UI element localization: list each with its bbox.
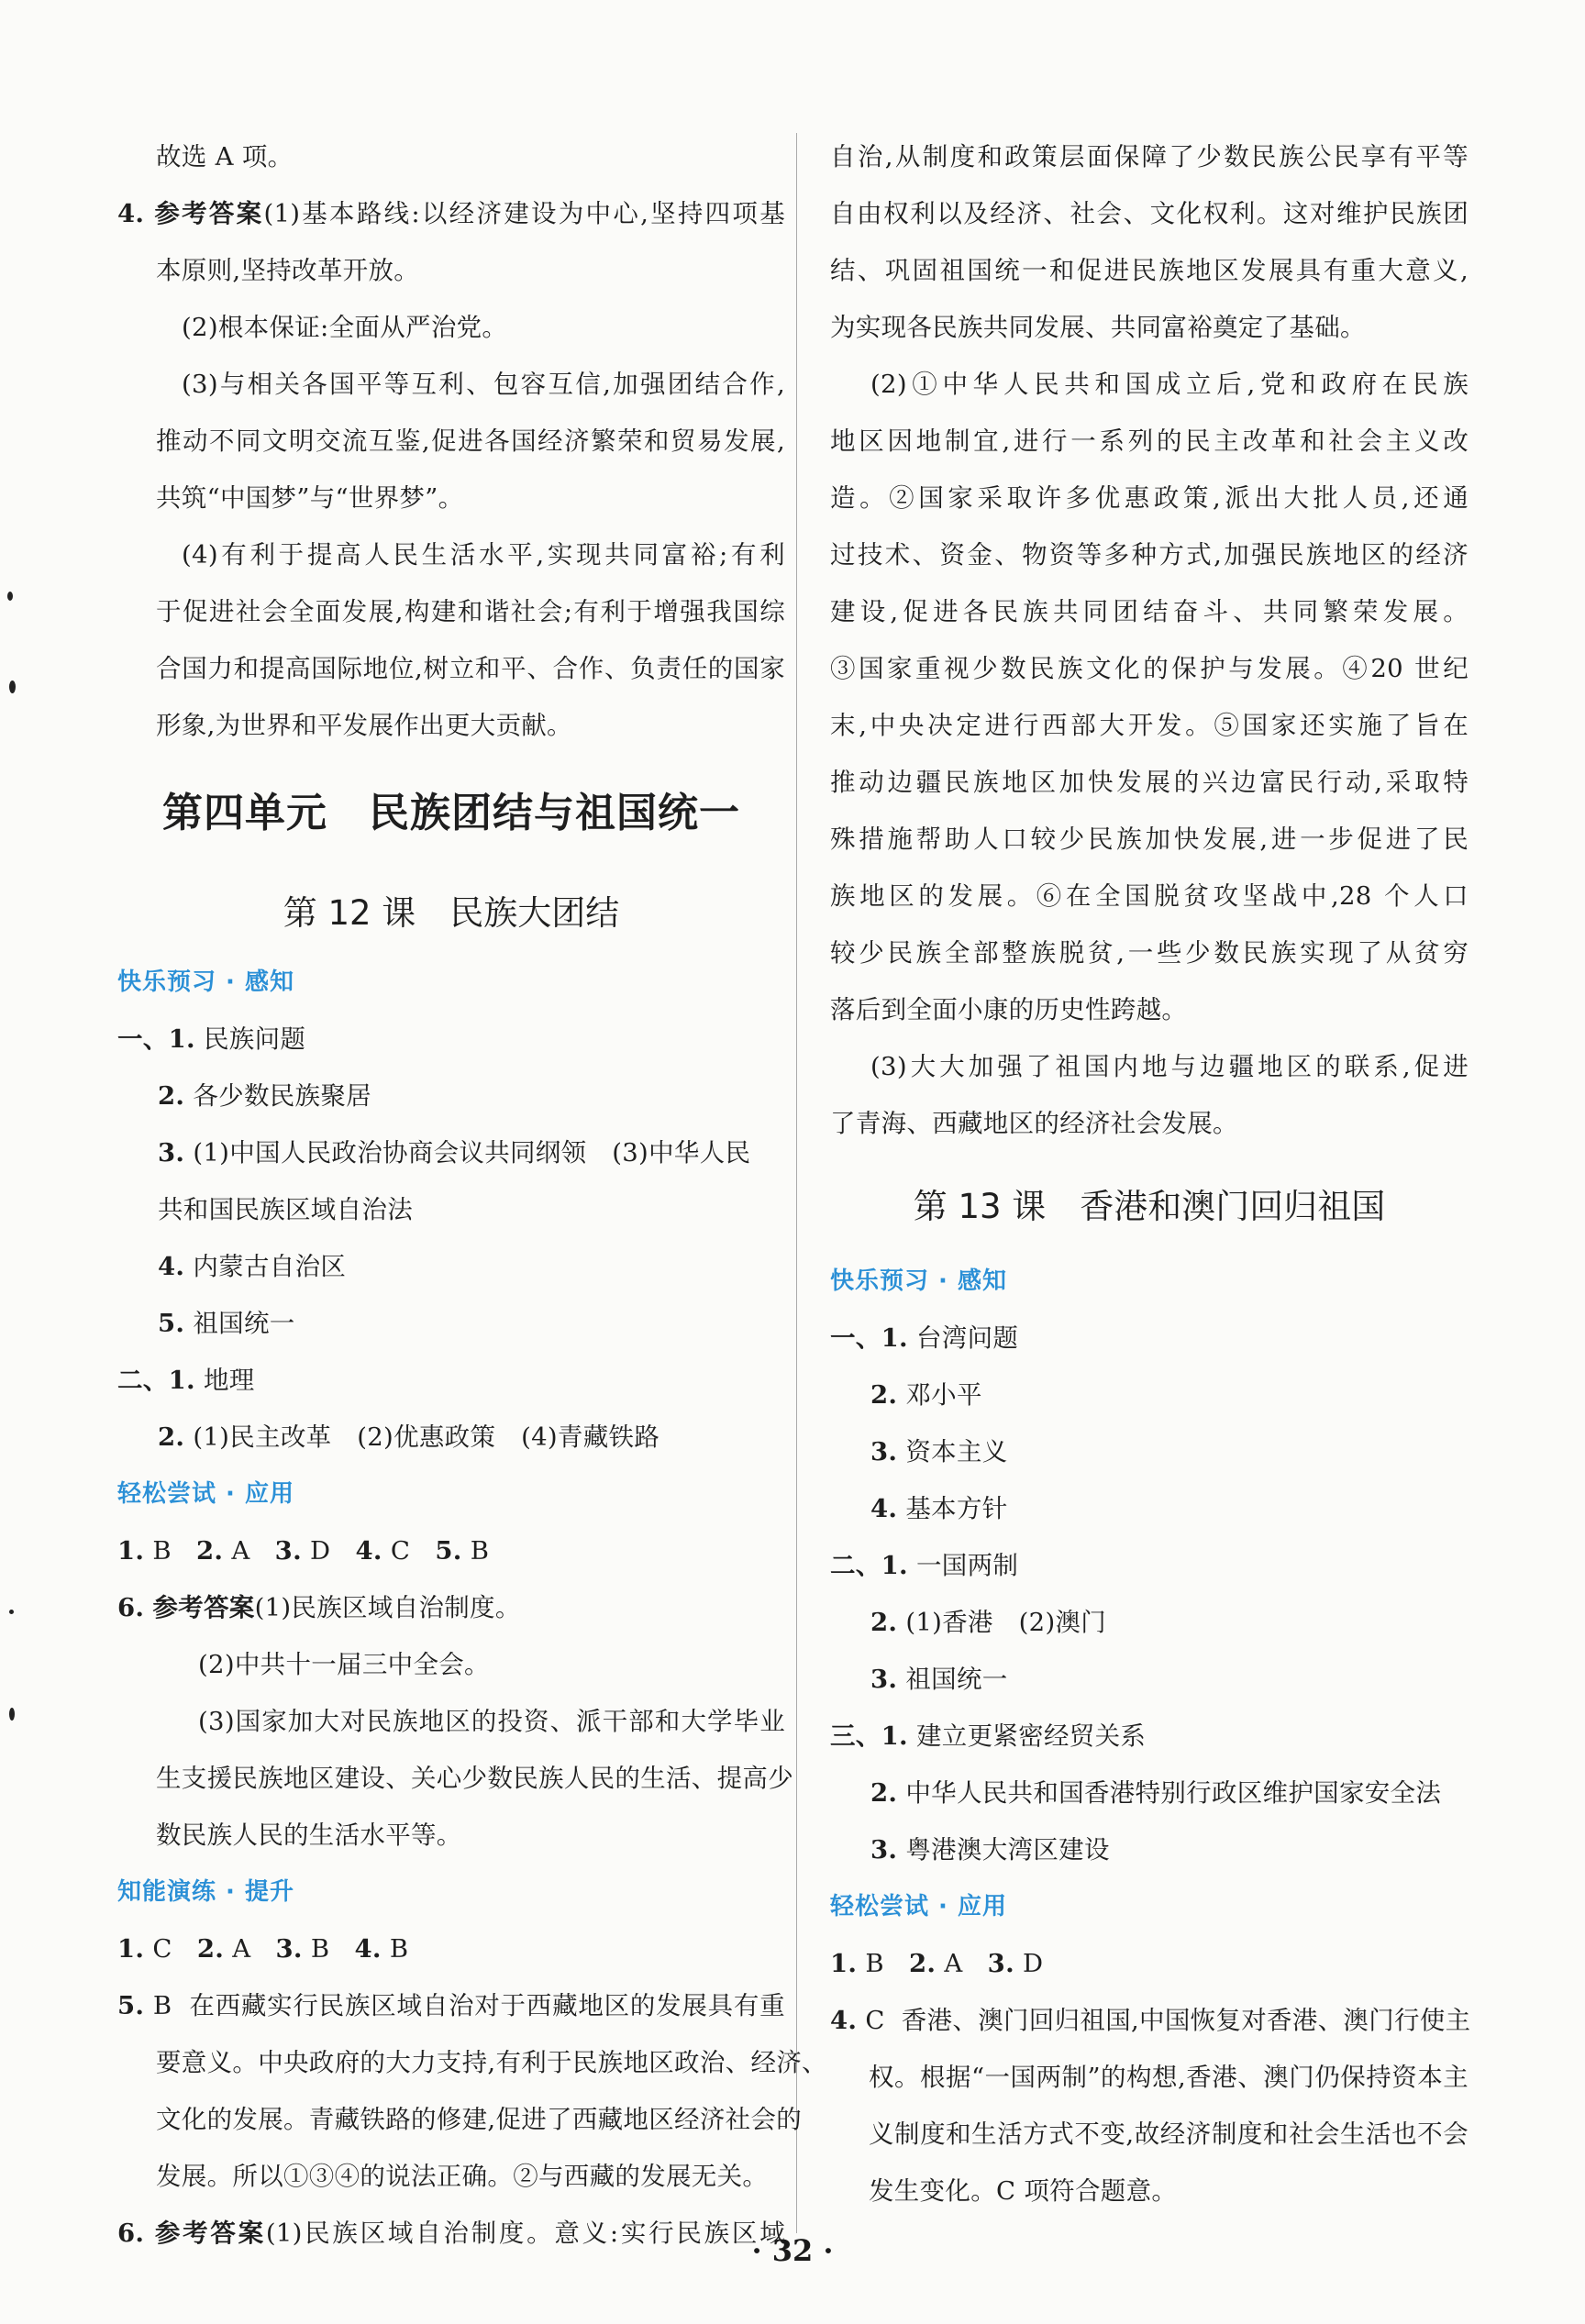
answer-line: 2. 各少数民族聚居 — [158, 1081, 371, 1111]
text-line: 本原则,坚持改革开放。 — [156, 256, 420, 285]
text-line: 建设,促进各民族共同团结奋斗、共同繁荣发展。 — [830, 597, 1469, 626]
answer-line: 4. C 香港、澳门回归祖国,中国恢复对香港、澳门行使主 — [830, 2006, 1471, 2035]
text-line: 推动不同文明交流互鉴,促进各国经济繁荣和贸易发展, — [156, 426, 785, 456]
answer-line: 5. 祖国统一 — [158, 1309, 295, 1338]
page-number: · 32 · — [751, 2233, 834, 2268]
scan-mark — [9, 681, 16, 693]
text-line: (3)大大加强了祖国内地与边疆地区的联系,促进 — [870, 1052, 1469, 1081]
text-line: 较少民族全部整族脱贫,一些少数民族实现了从贫穷 — [830, 938, 1469, 968]
answer-line: 4. 参考答案(1)基本路线:以经济建设为中心,坚持四项基 — [117, 199, 786, 228]
answer-line: 二、1. 地理 — [117, 1366, 255, 1395]
text-line: 过技术、资金、物资等多种方式,加强民族地区的经济 — [830, 540, 1469, 570]
answer-line: 2. (1)香港 (2)澳门 — [870, 1608, 1107, 1637]
text-line: (3)国家加大对民族地区的投资、派干部和大学毕业 — [198, 1707, 785, 1736]
lesson-title: 第 13 课 香港和澳门回归祖国 — [913, 1187, 1386, 1226]
text-line: 族地区的发展。⑥在全国脱贫攻坚战中,28 个人口 — [830, 881, 1469, 911]
choice-answers: 1. B 2. A 3. D — [830, 1949, 1044, 1978]
scan-mark — [9, 1610, 14, 1614]
text-line: 结、巩固祖国统一和促进民族地区发展具有重大意义, — [830, 256, 1469, 285]
section-heading: 快乐预习 · 感知 — [830, 1267, 1007, 1295]
unit-title: 第四单元 民族团结与祖国统一 — [162, 790, 740, 836]
text-line: 发生变化。C 项符合题意。 — [869, 2176, 1178, 2206]
answer-line: 4. 内蒙古自治区 — [158, 1252, 347, 1281]
text-line: 自由权利以及经济、社会、文化权利。这对维护民族团 — [830, 199, 1469, 228]
text-line: 了青海、西藏地区的经济社会发展。 — [830, 1109, 1238, 1138]
text-line: 义制度和生活方式不变,故经济制度和社会生活也不会 — [869, 2119, 1469, 2149]
answer-line: 3. (1)中国人民政治协商会议共同纲领 (3)中华人民 — [158, 1138, 751, 1168]
section-heading: 轻松尝试 · 应用 — [117, 1480, 294, 1508]
scan-mark — [9, 1708, 15, 1721]
section-heading: 快乐预习 · 感知 — [117, 968, 294, 996]
choice-answers: 1. C 2. A 3. B 4. B — [117, 1934, 409, 1964]
choice-answers: 1. B 2. A 3. D 4. C 5. B — [117, 1536, 490, 1566]
text-line: 地区因地制宜,进行一系列的民主改革和社会主义改 — [830, 426, 1469, 456]
text-line: 共和国民族区域自治法 — [158, 1195, 413, 1224]
column-divider — [796, 133, 797, 2233]
text-line: 为实现各民族共同发展、共同富裕奠定了基础。 — [830, 313, 1366, 342]
answer-line: 三、1. 建立更紧密经贸关系 — [830, 1721, 1147, 1751]
text-line: 文化的发展。青藏铁路的修建,促进了西藏地区经济社会的 — [156, 2105, 803, 2134]
text-line: 落后到全面小康的历史性跨越。 — [830, 995, 1188, 1024]
text-line: 殊措施帮助人口较少民族加快发展,进一步促进了民 — [830, 824, 1469, 854]
answer-line: 二、1. 一国两制 — [830, 1551, 1019, 1580]
section-heading: 知能演练 · 提升 — [117, 1878, 294, 1906]
text-line: 于促进社会全面发展,构建和谐社会;有利于增强我国综 — [156, 597, 785, 626]
text-line: 要意义。中央政府的大力支持,有利于民族地区政治、经济、 — [156, 2048, 827, 2077]
answer-line: 6. 参考答案(1)民族区域自治制度。意义:实行民族区域 — [117, 2219, 785, 2248]
text-line: 造。②国家采取许多优惠政策,派出大批人员,还通 — [830, 483, 1469, 513]
text-line: 推动边疆民族地区加快发展的兴边富民行动,采取特 — [830, 768, 1469, 797]
answer-line: 一、1. 台湾问题 — [830, 1323, 1019, 1353]
text-line: 发展。所以①③④的说法正确。②与西藏的发展无关。 — [156, 2162, 769, 2191]
text-line: (3)与相关各国平等互利、包容互信,加强团结合作, — [182, 370, 785, 399]
text-line: 形象,为世界和平发展作出更大贡献。 — [156, 711, 572, 740]
text-line: 故选 A 项。 — [156, 142, 294, 172]
section-heading: 轻松尝试 · 应用 — [830, 1893, 1007, 1920]
text-line: 共筑“中国梦”与“世界梦”。 — [156, 483, 464, 513]
answer-line: 3. 粤港澳大湾区建设 — [870, 1835, 1110, 1865]
answer-line: 2. 中华人民共和国香港特别行政区维护国家安全法 — [870, 1778, 1442, 1808]
scan-mark — [7, 592, 13, 601]
text-line: (2)①中华人民共和国成立后,党和政府在民族 — [870, 370, 1469, 399]
text-line: 末,中央决定进行西部大开发。⑤国家还实施了旨在 — [830, 711, 1469, 740]
answer-line: 3. 资本主义 — [870, 1437, 1008, 1466]
text-line: (2)中共十一届三中全会。 — [198, 1650, 490, 1679]
text-line: 生支援民族地区建设、关心少数民族人民的生活、提高少 — [156, 1764, 793, 1793]
answer-line: 3. 祖国统一 — [870, 1665, 1008, 1694]
text-line: (2)根本保证:全面从严治党。 — [182, 313, 508, 342]
text-line: ③国家重视少数民族文化的保护与发展。④20 世纪 — [830, 654, 1469, 683]
text-line: 数民族人民的生活水平等。 — [156, 1820, 462, 1850]
answer-line: 4. 基本方针 — [870, 1494, 1008, 1523]
lesson-title: 第 12 课 民族大团结 — [283, 893, 620, 933]
text-line: 自治,从制度和政策层面保障了少数民族公民享有平等 — [830, 142, 1469, 172]
text-line: 权。根据“一国两制”的构想,香港、澳门仍保持资本主 — [869, 2063, 1469, 2092]
text-line: 合国力和提高国际地位,树立和平、合作、负责任的国家 — [156, 654, 785, 683]
right-column — [830, 128, 1469, 2219]
answer-line: 2. 邓小平 — [870, 1380, 982, 1410]
answer-line: 一、1. 民族问题 — [117, 1024, 306, 1054]
answer-line: 5. B 在西藏实行民族区域自治对于西藏地区的发展具有重 — [117, 1991, 785, 2020]
answer-line: 2. (1)民主改革 (2)优惠政策 (4)青藏铁路 — [158, 1422, 660, 1452]
answer-line: 6. 参考答案(1)民族区域自治制度。 — [117, 1593, 521, 1622]
text-line: (4)有利于提高人民生活水平,实现共同富裕;有利 — [182, 540, 785, 570]
